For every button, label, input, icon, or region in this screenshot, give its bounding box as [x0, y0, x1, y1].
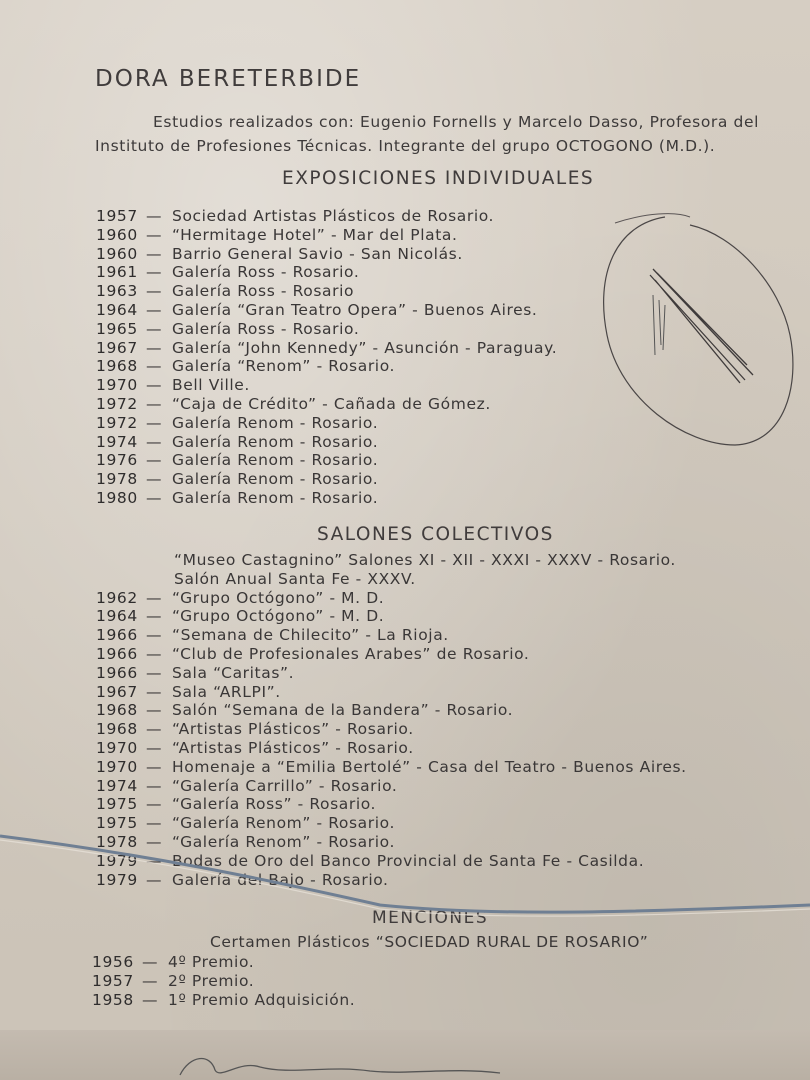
mention-text: 1º Premio Adquisición. [168, 990, 356, 1009]
individual-exhibition-text: Galería Renom - Rosario. [172, 488, 379, 507]
collective-salon-text: Galería del Bajo - Rosario. [172, 870, 389, 889]
collective-salon-text: “Artistas Plásticos” - Rosario. [172, 720, 414, 739]
mentions-list [92, 953, 355, 1009]
collective-salon-year: 1970 [96, 738, 138, 757]
mention-year: 1958 [92, 990, 134, 1009]
individual-exhibitions-list [96, 207, 557, 508]
individual-exhibition-row [96, 226, 557, 245]
individual-exhibition-text: Galería Renom - Rosario. [172, 451, 379, 470]
studies-line-1: Estudios realizados con: Eugenio Fornells y Marcelo Dasso, Profesora del [153, 113, 759, 131]
collective-salon-row [96, 795, 687, 814]
collective-salon-row [96, 589, 687, 608]
collective-salon-text: Bodas de Oro del Banco Provincial de Santa Fe - Casilda. [172, 851, 645, 870]
dash-separator: — [145, 488, 163, 507]
dash-separator: — [145, 588, 163, 607]
mention-row [92, 953, 355, 972]
collective-salon-text: “Club de Profesionales Arabes” de Rosario. [172, 644, 530, 663]
individual-exhibition-text: Galería “Gran Teatro Opera” - Buenos Aires. [172, 300, 538, 319]
dash-separator: — [145, 394, 163, 413]
individual-exhibition-row [96, 207, 557, 226]
mentions-heading: MENCIONES [372, 908, 489, 928]
collective-salon-text: Sala “ARLPI”. [172, 682, 281, 701]
individual-exhibition-year: 1957 [96, 207, 138, 225]
collective-salon-row [96, 814, 687, 833]
individual-exhibition-text: Galería “Renom” - Rosario. [172, 357, 396, 376]
dash-separator: — [145, 207, 163, 225]
dash-separator: — [145, 870, 163, 889]
dash-separator: — [145, 376, 163, 395]
collective-salon-year: 1974 [96, 776, 138, 795]
individual-exhibition-row [96, 433, 557, 452]
individual-exhibition-text: Galería Renom - Rosario. [172, 470, 379, 489]
artist-name: DORA BERETERBIDE [95, 66, 362, 92]
collective-salon-row [96, 833, 687, 852]
individual-exhibition-row [96, 451, 557, 470]
collective-salon-text: Homenaje a “Emilia Bertolé” - Casa del Teatro - Buenos Aires. [172, 757, 687, 776]
individual-exhibition-text: Galería Ross - Rosario. [172, 319, 360, 338]
mention-row [92, 991, 355, 1010]
collective-salon-year: 1966 [96, 663, 138, 682]
individual-exhibition-year: 1972 [96, 413, 138, 432]
collective-salon-row [96, 664, 687, 683]
dash-separator: — [145, 757, 163, 776]
collective-salon-text: Salón Anual Santa Fe - XXXV. [174, 569, 416, 588]
individual-exhibition-text: Bell Ville. [172, 376, 250, 395]
collective-salon-year: 1967 [96, 682, 138, 701]
collective-salon-text: “Artistas Plásticos” - Rosario. [172, 738, 414, 757]
individual-exhibition-year: 1972 [96, 394, 138, 413]
individual-exhibition-row [96, 320, 557, 339]
individual-exhibition-year: 1961 [96, 263, 138, 282]
mentions-subheading: Certamen Plásticos “SOCIEDAD RURAL DE ROSARIO” [210, 933, 649, 951]
individual-exhibition-row [96, 470, 557, 489]
dash-separator: — [145, 244, 163, 263]
dash-separator: — [145, 357, 163, 376]
studies-paragraph [95, 110, 800, 158]
collective-salon-text: “Grupo Octógono” - M. D. [172, 588, 385, 607]
collective-salon-year: 1978 [96, 832, 138, 851]
individual-exhibition-row [96, 395, 557, 414]
collective-salon-text: “Galería Renom” - Rosario. [172, 832, 395, 851]
collective-salon-year: 1966 [96, 644, 138, 663]
individual-exhibition-text: Galería Renom - Rosario. [172, 432, 379, 451]
individual-exhibition-text: Barrio General Savio - San Nicolás. [172, 244, 463, 263]
collective-salon-row [96, 701, 687, 720]
individual-exhibition-row [96, 376, 557, 395]
signature-scribble [170, 1045, 530, 1080]
mention-text: 4º Premio. [168, 953, 255, 971]
collective-salon-row [96, 645, 687, 664]
dash-separator: — [145, 413, 163, 432]
collective-salon-year: 1979 [96, 870, 138, 889]
collective-salons-heading: SALONES COLECTIVOS [317, 524, 554, 545]
individual-exhibition-row [96, 357, 557, 376]
collective-salon-row [96, 739, 687, 758]
individual-exhibition-row [96, 282, 557, 301]
dash-separator: — [145, 720, 163, 739]
collective-salon-year: 1968 [96, 720, 138, 739]
individual-exhibition-row [96, 339, 557, 358]
mention-text: 2º Premio. [168, 971, 255, 990]
individual-exhibition-year: 1968 [96, 357, 138, 376]
individual-exhibition-year: 1978 [96, 470, 138, 489]
collective-salon-text: “Grupo Octógono” - M. D. [172, 607, 385, 626]
dash-separator: — [141, 953, 159, 971]
individual-exhibitions-heading: EXPOSICIONES INDIVIDUALES [282, 168, 595, 189]
individual-exhibition-text: Sociedad Artistas Plásticos de Rosario. [172, 207, 495, 225]
collective-salon-row [96, 871, 687, 890]
collective-salon-text: “Galería Ross” - Rosario. [172, 795, 377, 814]
dash-separator: — [145, 851, 163, 870]
individual-exhibition-row [96, 489, 557, 508]
dash-separator: — [145, 263, 163, 282]
collective-salon-row [96, 777, 687, 796]
collective-salon-year: 1979 [96, 851, 138, 870]
individual-exhibition-row [96, 245, 557, 264]
dash-separator: — [145, 607, 163, 626]
dash-separator: — [145, 338, 163, 357]
dash-separator: — [141, 990, 159, 1009]
dash-separator: — [145, 682, 163, 701]
mention-year: 1956 [92, 953, 134, 971]
dash-separator: — [145, 282, 163, 301]
dash-separator: — [145, 795, 163, 814]
collective-salon-row [96, 551, 687, 570]
collective-salon-year: 1964 [96, 607, 138, 626]
collective-salon-year: 1962 [96, 588, 138, 607]
dash-separator: — [145, 626, 163, 645]
dash-separator: — [145, 738, 163, 757]
individual-exhibition-text: “Hermitage Hotel” - Mar del Plata. [172, 225, 458, 244]
dash-separator: — [145, 701, 163, 720]
individual-exhibition-year: 1960 [96, 225, 138, 244]
dash-separator: — [145, 470, 163, 489]
dash-separator: — [145, 300, 163, 319]
individual-exhibition-year: 1963 [96, 282, 138, 301]
collective-salon-text: Salón “Semana de la Bandera” - Rosario. [172, 701, 514, 720]
dash-separator: — [145, 319, 163, 338]
collective-salon-row [96, 607, 687, 626]
dash-separator: — [145, 225, 163, 244]
collective-salon-row [96, 626, 687, 645]
individual-exhibition-text: “Caja de Crédito” - Cañada de Gómez. [172, 394, 491, 413]
individual-exhibition-year: 1960 [96, 244, 138, 263]
dash-separator: — [145, 451, 163, 470]
collective-salon-year: 1975 [96, 795, 138, 814]
dash-separator: — [145, 814, 163, 833]
collective-salon-text: “Galería Renom” - Rosario. [172, 814, 395, 833]
individual-exhibition-text: Galería Renom - Rosario. [172, 413, 379, 432]
drawing-sketch [595, 205, 800, 455]
collective-salon-text: “Semana de Chilecito” - La Rioja. [172, 626, 449, 645]
collective-salon-year: 1966 [96, 626, 138, 645]
individual-exhibition-row [96, 301, 557, 320]
individual-exhibition-text: Galería Ross - Rosario. [172, 263, 360, 282]
dash-separator: — [145, 644, 163, 663]
collective-salon-text: “Museo Castagnino” Salones XI - XII - XXXI - XXXV - Rosario. [174, 551, 676, 569]
collective-salons-list [96, 551, 687, 889]
collective-salon-row [96, 570, 687, 589]
collective-salon-row [96, 758, 687, 777]
individual-exhibition-year: 1980 [96, 488, 138, 507]
individual-exhibition-text: Galería “John Kennedy” - Asunción - Paraguay. [172, 338, 558, 357]
mention-row [92, 972, 355, 991]
collective-salon-text: Sala “Caritas”. [172, 663, 295, 682]
dash-separator: — [145, 432, 163, 451]
collective-salon-year: 1968 [96, 701, 138, 720]
individual-exhibition-year: 1970 [96, 376, 138, 395]
individual-exhibition-year: 1967 [96, 338, 138, 357]
individual-exhibition-text: Galería Ross - Rosario [172, 282, 355, 301]
individual-exhibition-year: 1964 [96, 300, 138, 319]
dash-separator: — [145, 776, 163, 795]
dash-separator: — [145, 832, 163, 851]
studies-line-2: Instituto de Profesiones Técnicas. Integrante del grupo OCTOGONO (M.D.). [95, 137, 716, 155]
collective-salon-row [96, 852, 687, 871]
individual-exhibition-row [96, 414, 557, 433]
individual-exhibition-row [96, 263, 557, 282]
individual-exhibition-year: 1976 [96, 451, 138, 470]
dash-separator: — [145, 663, 163, 682]
dash-separator: — [141, 971, 159, 990]
collective-salon-text: “Galería Carrillo” - Rosario. [172, 776, 398, 795]
individual-exhibition-year: 1965 [96, 319, 138, 338]
individual-exhibition-year: 1974 [96, 432, 138, 451]
collective-salon-year: 1970 [96, 757, 138, 776]
collective-salon-year: 1975 [96, 814, 138, 833]
mention-year: 1957 [92, 971, 134, 990]
collective-salon-row [96, 720, 687, 739]
collective-salon-row [96, 683, 687, 702]
